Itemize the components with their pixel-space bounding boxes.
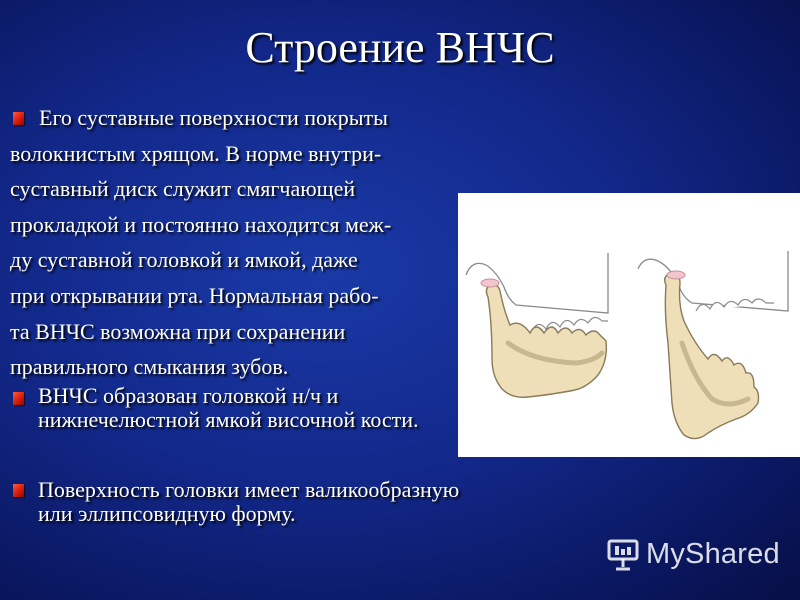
paragraph-line: правильного смыкания зубов.	[10, 354, 289, 380]
paragraph-line: та ВНЧС возможна при сохранении	[10, 318, 346, 344]
paragraph-line: ду суставной головкой и ямкой, даже	[10, 247, 358, 273]
watermark	[606, 534, 780, 574]
paragraph-line: Его суставные поверхности покрыты	[39, 105, 388, 130]
tmj-jaw-diagram	[458, 193, 800, 457]
mandible-open	[665, 273, 759, 439]
articular-disc-right	[667, 271, 685, 279]
articular-disc-left	[481, 279, 499, 287]
paragraph-line: суставный диск служит смягчающей	[10, 176, 356, 202]
paragraph-line: прокладкой и постоянно находится меж-	[10, 211, 392, 237]
bullet-marker-icon	[13, 392, 24, 405]
upper-teeth-left	[532, 317, 608, 331]
paragraph-line: волокнистым хрящом. В норме внутри-	[10, 140, 382, 166]
watermark-text: MyShared	[646, 537, 780, 570]
presentation-board-icon	[606, 537, 640, 571]
paragraph-line: при открывании рта. Нормальная рабо-	[10, 282, 379, 308]
bullet-marker-icon	[13, 484, 24, 497]
bullet-paragraph-1	[0, 100, 470, 385]
slide-title: Строение ВНЧС	[245, 23, 555, 72]
mandible-closed	[486, 285, 606, 398]
bullet-paragraph-2: ВНЧС образован головкой н/ч и нижнечелюстной ямкой височной кости.	[38, 383, 419, 432]
bullet-paragraph-3: Поверхность головки имеет валикообразную или эллипсовидную форму.	[38, 477, 460, 526]
jaw-illustration	[458, 193, 800, 457]
